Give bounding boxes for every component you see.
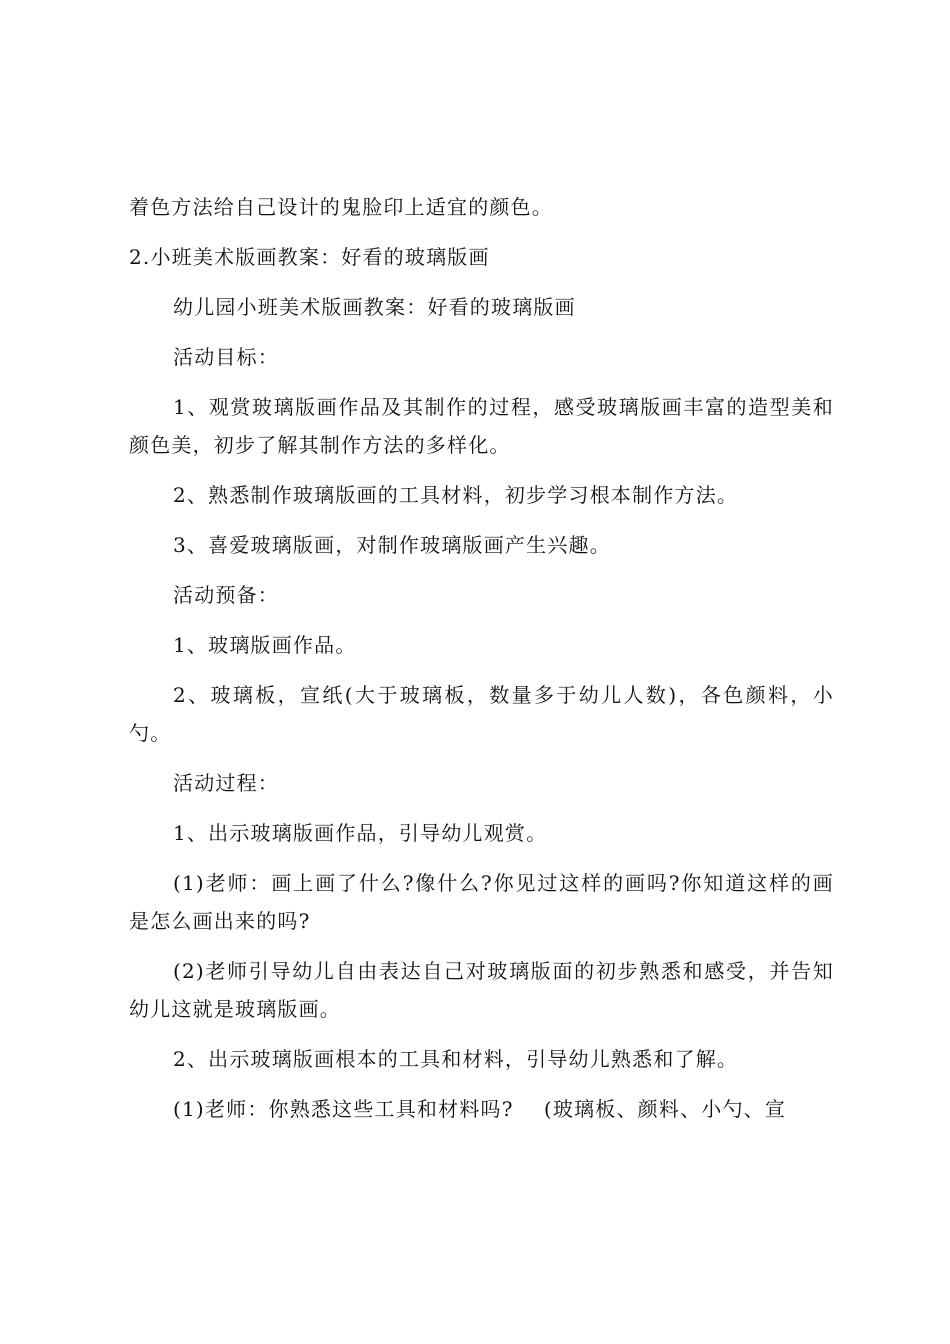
paragraph-process-heading: 活动过程： — [173, 771, 279, 795]
paragraph-prep-2: 2、玻璃板，宣纸(大于玻璃板，数量多于幼儿人数)，各色颜料，小勺。 — [129, 683, 834, 745]
paragraph-prep-heading: 活动预备： — [173, 583, 279, 607]
paragraph-goals-heading: 活动目标： — [173, 345, 279, 369]
paragraph-goal-3: 3、喜爱玻璃版画，对制作玻璃版画产生兴趣。 — [173, 533, 611, 557]
paragraph-process-2-1: (1)老师：你熟悉这些工具和材料吗? (玻璃板、颜料、小勺、宣 — [173, 1097, 787, 1121]
paragraph-prep-1: 1、玻璃版画作品。 — [173, 633, 357, 657]
document-body — [129, 188, 834, 1140]
section-heading: 2.小班美术版画教案：好看的玻璃版画 — [129, 245, 490, 269]
paragraph-process-1: 1、出示玻璃版画作品，引导幼儿观赏。 — [173, 821, 548, 845]
paragraph-title: 幼儿园小班美术版画教案：好看的玻璃版画 — [173, 295, 576, 319]
paragraph-goal-1: 1、观赏玻璃版画作品及其制作的过程，感受玻璃版画丰富的造型美和颜色美，初步了解其制作方法的多样化。 — [129, 395, 834, 457]
paragraph-process-2: 2、出示玻璃版画根本的工具和材料，引导幼儿熟悉和了解。 — [173, 1047, 739, 1071]
paragraph-0: 着色方法给自己设计的鬼脸印上适宜的颜色。 — [129, 195, 553, 219]
paragraph-goal-2: 2、熟悉制作玻璃版画的工具材料，初步学习根本制作方法。 — [173, 483, 739, 507]
paragraph-process-1-1: (1)老师：画上画了什么?像什么?你见过这样的画吗?你知道这样的画是怎么画出来的吗? — [129, 871, 834, 933]
paragraph-process-1-2: (2)老师引导幼儿自由表达自己对玻璃版面的初步熟悉和感受，并告知幼儿这就是玻璃版画。 — [129, 959, 834, 1021]
